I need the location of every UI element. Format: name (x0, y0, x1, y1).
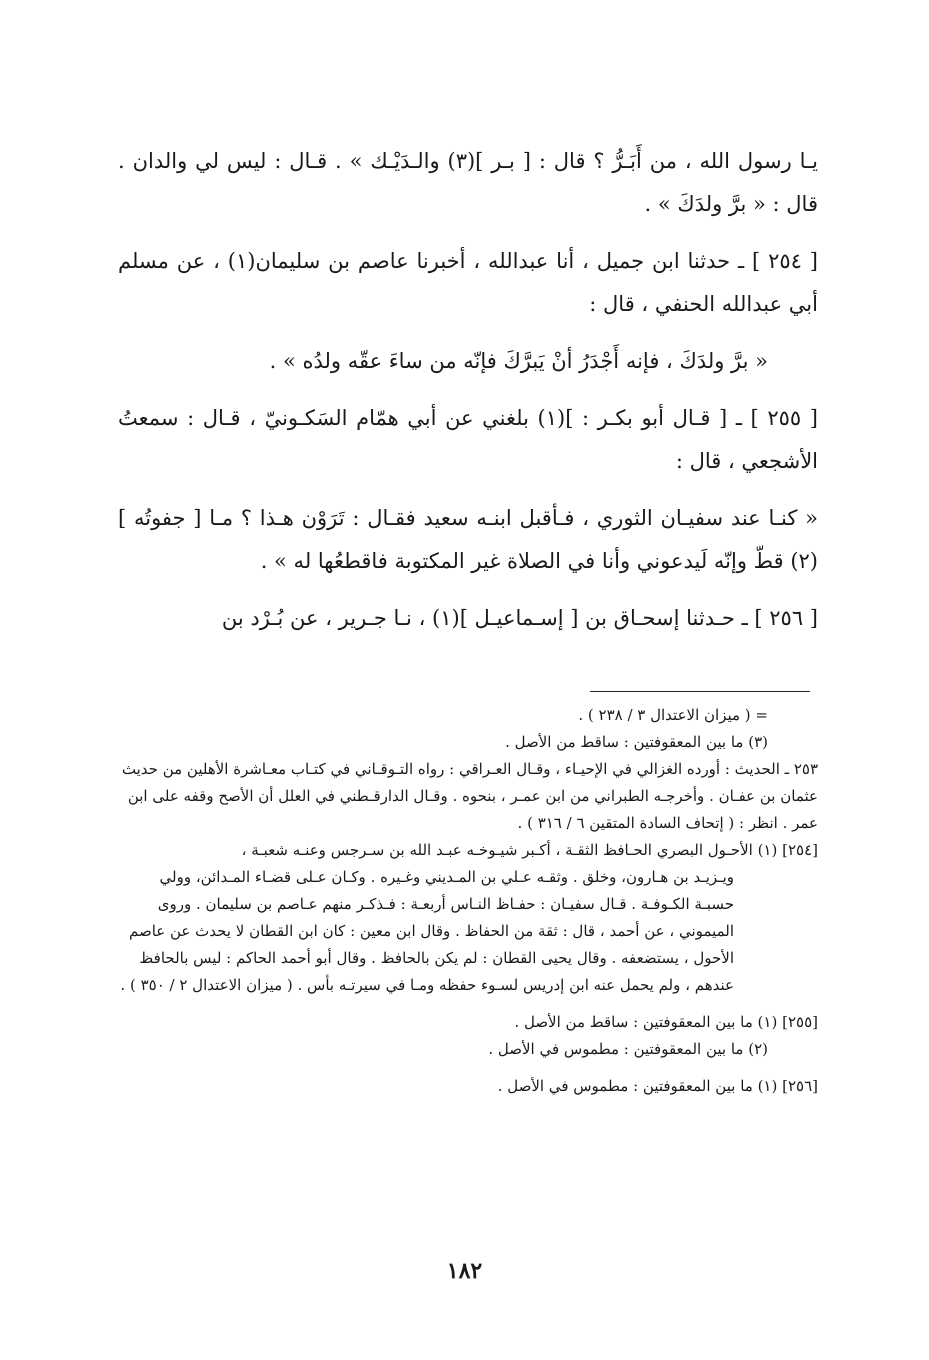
hadith-254-matn: « برَّ ولدَكَ ، فإنه أَجْدَرُ أنْ يَبرَّكَ فإنّه من ساءَ عقّه ولدُه » . (269, 349, 768, 373)
hadith-255-matn: « كنـا عند سفيـان الثوري ، فـأقبل ابنـه سعيد فقـال : تَرَوْن هـذا ؟ مـا [ جفوتُه ](٢) قطّ وإنّه لَيدعوني وأنا في الصلاة غير المكتوبة فاقطعُها له » . (118, 506, 818, 573)
footnote-255-2: (٢) ما بين المعقوفتين : مطموس في الأصل . (488, 1040, 768, 1058)
footnote-254-1-continued: ويـزيـد بن هـارون، وخلق . وثقـه عـلي بن المـديني وغـيره . وكـان عـلى قضـاء المـدائن، وولي حسبـة الكـوفـة . قـال سفيـان : حفـاظ النـاس أربعـة : فـذكـر منهم عـاصم بن سليمان . وروى الميموني ، عن أحمد ، قال : ثقة من الحفاظ . وقال ابن معين : كان ابن القطان لا يحدث عن عاصم الأحول ، يستضعفه . وقال يحيى القطان : لم يكن بالحافظ . وقال أبو أحمد الحاكم : ليس بالحافظ عندهم ، ولم يحمل عنه ابن إدريس لسـوء حفظه ومـا في سيرتـه بأس . ( ميزان الاعتدال ٢ / ٣٥٠ ) . (120, 868, 734, 994)
hadith-text-paragraph: يـا رسول الله ، من أَبَـرُّ ؟ قال : [ بـر ](٣) والـدَيْـك » . قـال : ليس لي والدان . قال : « برَّ ولدَكَ » . (118, 149, 819, 216)
hadith-255-isnad: [ ٢٥٥ ] ـ [ قـال أبو بكـر : ](١) بلغني عن أبي همّام السَكـونيّ ، قـال : سمعتُ الأشجعي ، قال : (118, 406, 818, 473)
footnote-continuation: = ( ميزان الاعتدال ٣ / ٢٣٨ ) . (578, 706, 768, 724)
footnotes (118, 702, 818, 1100)
hadith-256-isnad: [ ٢٥٦ ] ـ حـدثنا إسحـاق بن [ إسـماعيـل ](١) ، نـا جـرير ، عن بُـرْد بن (221, 606, 818, 630)
footnote-separator (590, 691, 810, 692)
hadith-254-isnad: [ ٢٥٤ ] ـ حدثنا ابن جميل ، أنا عبدالله ، أخبرنا عاصم بن سليمان(١) ، عن مسلم أبي عبدالله الحنفي ، قال : (118, 249, 818, 316)
footnote-253-3: (٣) ما بين المعقوفتين : ساقط من الأصل . (505, 733, 768, 751)
main-text (118, 140, 818, 640)
footnote-255-1: [٢٥٥] (١) ما بين المعقوفتين : ساقط من الأصل . (514, 1013, 818, 1031)
page-number: ١٨٢ (446, 1258, 483, 1284)
footnote-254-1: [٢٥٤] (١) الأحـول البصري الحـافظ الثقـة ، أكـبر شيـوخـه عبـد الله بن سـرجس وعنـه شعبـة ، (241, 841, 818, 859)
footnote-253-hadith: ٢٥٣ ـ الحديث : أورده الغزالي في الإحيـاء ، وقـال العـراقي : رواه التـوقـاني في كتـاب معـاشرة الأهلين من حديث عثمان بن عفـان . وأخرجـه الطبراني من ابن عمـر ، بنحوه . وقـال الدارقـطني في العلل أن الأصح وقفه على ابن عمر . انظر : ( إتحاف السادة المتقين ٦ / ٣١٦ ) . (121, 760, 818, 832)
footnote-256-1: [٢٥٦] (١) ما بين المعقوفتين : مطموس في الأصل . (497, 1077, 818, 1095)
